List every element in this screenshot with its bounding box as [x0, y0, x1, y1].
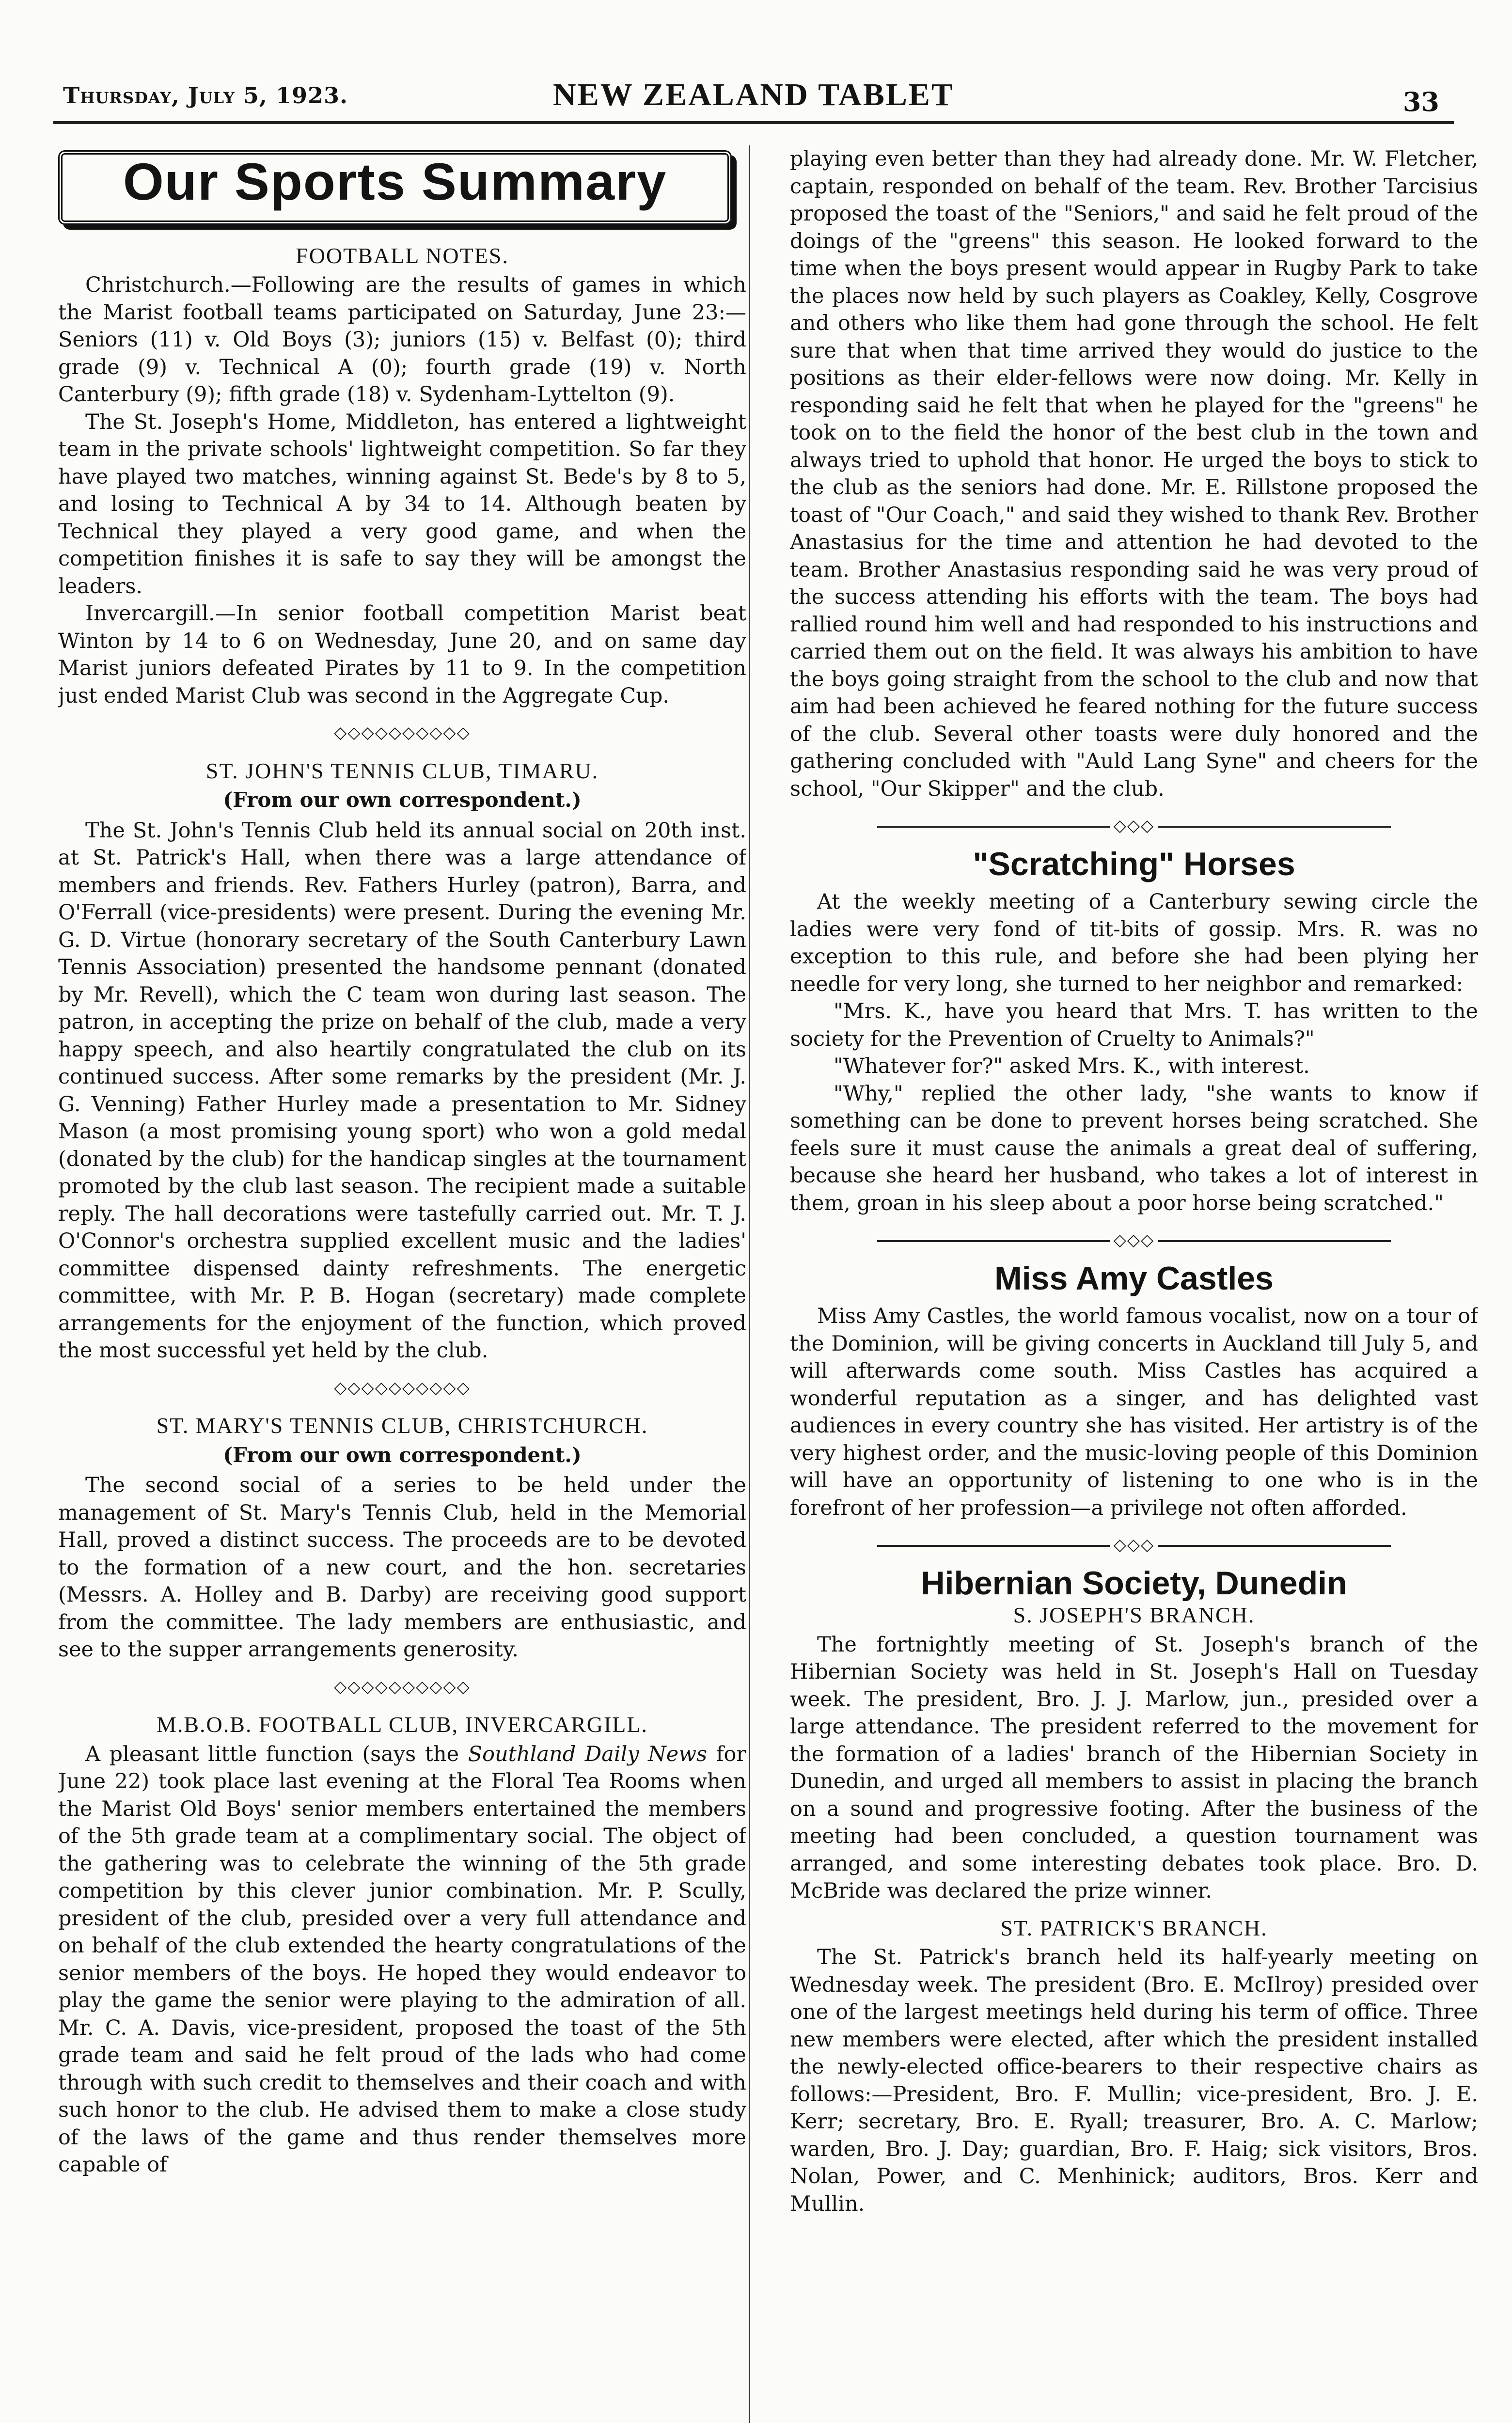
issue-date: Thursday, July 5, 1923.: [63, 82, 348, 109]
divider-glyph: ◇◇◇: [1113, 816, 1155, 835]
left-column: [58, 145, 746, 2423]
article-paragraph: "Whatever for?" asked Mrs. K., with interest.: [834, 1054, 1310, 1078]
ornament-divider: ◇◇◇◇◇◇◇◇◇◇: [334, 723, 471, 742]
article-paragraph: "Why," replied the other lady, "she wants to know if something can be done to prevent horses being scratched. She feels sure it must cause the animals a great deal of suffering, because she heard her husband, who takes a lot of interest in them, groan in his sleep about a poor horse being scratched.": [790, 1081, 1478, 1215]
correspondent-note: (From our own correspondent.): [223, 788, 582, 812]
article-paragraph: The fortnightly meeting of St. Joseph's branch of the Hibernian Society was held in St. Joseph's Hall on Tuesday week. The president, Bro. J. J. Marlow, jun., presided over a large attendance. The president referred to the movement for the formation of a ladies' branch of the Hibernian Society in Dunedin, and urged all members to assist in placing the branch on a sound and progressive footing. After the business of the meeting had been concluded, a question tournament was arranged, and some interesting debates took place. Bro. D. McBride was declared the prize winner.: [790, 1632, 1478, 1903]
ornament-divider: ◇◇◇◇◇◇◇◇◇◇: [334, 1677, 471, 1697]
divider-rule: [1158, 826, 1391, 828]
ornament-divider: [790, 1227, 1478, 1254]
article-paragraph: Invercargill.—In senior football competition Marist beat Winton by 14 to 6 on Wednesday, June 20, and on same day Marist juniors defeated Pirates by 11 to 9. In the competition just ended Marist Club was second in the Aggregate Cup.: [58, 601, 746, 708]
article-continuation: playing even better than they had already done. Mr. W. Fletcher, captain, responded on behalf of the team. Rev. Brother Tarcisius proposed the toast of the "Seniors," and said he felt proud of the doings of the "greens" this season. He looked forward to the time when the boys present would appear in Rugby Park to take the places now held by such players as Coakley, Kelly, Cosgrove and others who like them had gone through the school. He felt sure that when that time arrived they would do justice to the positions as their elder-fellows were now doing. Mr. Kelly in responding said he felt that when he played for the "greens" he took on to the field the honor of the best club in the town and always tried to uphold that honor. He urged the boys to stick to the club as the seniors had done. Mr. E. Rillstone proposed the toast of "Our Coach," and said they wished to thank Rev. Brother Anastasius for the time and attention he had devoted to the team. Brother Anastasius responding said he was very proud of the success attending his efforts with the team. The boys had rallied round him well and had responded to his instructions and carried them out on the field. It was always his ambition to have the boys going straight from the school to the club and now that aim had been achieved he feared nothing for the future success of the club. Several other toasts were duly honored and the gathering concluded with "Auld Lang Syne" and cheers for the school, "Our Skipper" and the club.: [790, 147, 1478, 801]
divider-rule: [877, 1240, 1110, 1242]
article-paragraph: Miss Amy Castles, the world famous vocalist, now on a tour of the Dominion, will be giving concerts in Auckland till July 5, and will afterwards come south. Miss Castles has acquired a wonderful reputation as a singer, and has delighted vast audiences in every country she has visited. Her artistry is of the very highest order, and the music-loving people of this Dominion will have an opportunity of listening to one who is in the forefront of her profession—a privilege not often afforded.: [790, 1304, 1478, 1520]
text-run: A pleasant little function (says the: [85, 1742, 468, 1766]
divider-glyph: ◇◇◇: [1113, 1535, 1155, 1555]
article-paragraph: The St. Joseph's Home, Middleton, has entered a lightweight team in the private schools' lightweight competition. So far they have played two matches, winning against St. Bede's by 8 to 5, and losing to Technical A by 34 to 14. Although beaten by Technical they played a very good game, and when the competition finishes it is safe to say they will be amongst the leaders.: [58, 409, 746, 598]
article-paragraph: Christchurch.—Following are the results of games in which the Marist football teams participated on Saturday, June 23:—Seniors (11) v. Old Boys (3); juniors (15) v. Belfast (0); third grade (9) v. Technical A (0); fourth grade (19) v. North Canterbury (9); fifth grade (18) v. Sydenham-Lyttelton (9).: [58, 273, 746, 407]
ornament-divider: [790, 1531, 1478, 1559]
ornament-divider: ◇◇◇◇◇◇◇◇◇◇: [334, 1378, 471, 1398]
mbob-football-heading: M.B.O.B. FOOTBALL CLUB, INVERCARGILL.: [156, 1712, 648, 1737]
divider-rule: [1158, 1240, 1391, 1242]
st-johns-tennis-heading: ST. JOHN'S TENNIS CLUB, TIMARU.: [205, 758, 599, 783]
publication-title: NEW ZEALAND TABLET: [553, 77, 954, 112]
divider-rule: [1158, 1545, 1391, 1547]
article-paragraph: At the weekly meeting of a Canterbury sewing circle the ladies were very fond of tit-bits of gossip. Mrs. R. was no exception to this rule, and before she had been plying her needle for very long, she turned to her neighbor and remarked:: [790, 890, 1478, 996]
page-header: [53, 73, 1454, 124]
section-title-box: [58, 150, 732, 225]
amy-castles-heading: Miss Amy Castles: [994, 1259, 1274, 1297]
hibernian-heading: Hibernian Society, Dunedin: [921, 1564, 1347, 1602]
football-notes-heading: FOOTBALL NOTES.: [296, 243, 509, 268]
st-joseph-branch-heading: S. JOSEPH'S BRANCH.: [1013, 1603, 1255, 1627]
column-divider: [749, 145, 750, 2423]
text-run: for June 22) took place last evening at the Floral Tea Rooms when the Marist Old Boys' senior members entertained the members of the 5th grade team at a complimentary social. The object of the gathering was to celebrate the winning of the 5th grade competition by this clever junior combination. Mr. P. Scully, president of the club, presided over a very full attendance and on behalf of the club extended the hearty congratulations of the senior members of the boys. He hoped they would endeavor to play the game the senior were playing to the admiration of all. Mr. C. A. Davis, vice-president, proposed the toast of the 5th grade team and said he felt proud of the lads who had come through with such credit to themselves and their coach and with such honor to the club. He advised them to make a close study of the laws of the game and thus render themselves more capable of: [58, 1742, 746, 2177]
page-number: 33: [1402, 86, 1439, 117]
article-paragraph: The St. John's Tennis Club held its annual social on 20th inst. at St. Patrick's Hall, when there was a large attendance of members and friends. Rev. Fathers Hurley (patron), Barra, and O'Ferrall (vice-presidents) were present. During the evening Mr. G. D. Virtue (honorary secretary of the South Canterbury Lawn Tennis Association) presented the handsome pennant (donated by Mr. Revell), which the C team won during last season. The patron, in accepting the prize on behalf of the club, made a very happy speech, and also heartily congratulated the club on its continued success. After some remarks by the president (Mr. J. G. Venning) Father Hurley made a presentation to Mr. Sidney Mason (a most promising young sport) who won a gold medal (donated by the club) for the handicap singles at the tournament promoted by the club last season. The recipient made a suitable reply. The hall decorations were tastefully carried out. Mr. T. J. O'Connor's orchestra supplied excellent music and the ladies' committee dispensed dainty refreshments. The energetic committee, with Mr. P. B. Hogan (secretary) made complete arrangements for the enjoyment of the function, which proved the most successful yet held by the club.: [58, 818, 746, 1363]
article-paragraph: [58, 1741, 746, 2179]
divider-rule: [877, 1545, 1110, 1547]
scratching-horses-heading: "Scratching" Horses: [973, 845, 1295, 882]
section-title: Our Sports Summary: [123, 152, 667, 211]
divider-rule: [877, 826, 1110, 828]
right-column: [790, 145, 1478, 2423]
article-paragraph: The second social of a series to be held under the management of St. Mary's Tennis Club, held in the Memorial Hall, proved a distinct success. The proceeds are to be devoted to the formation of a new court, and the hon. secretaries (Messrs. A. Holley and B. Darby) are receiving good support from the committee. The lady members are enthusiastic, and see to the supper arrangements generosity.: [58, 1473, 746, 1662]
newspaper-name: Southland Daily News: [468, 1742, 708, 1766]
correspondent-note: (From our own correspondent.): [223, 1443, 582, 1467]
st-marys-tennis-heading: ST. MARY'S TENNIS CLUB, CHRISTCHURCH.: [156, 1413, 648, 1438]
ornament-divider: [790, 812, 1478, 840]
divider-glyph: ◇◇◇: [1113, 1230, 1155, 1250]
st-patrick-branch-heading: ST. PATRICK'S BRANCH.: [1000, 1915, 1268, 1940]
article-paragraph: "Mrs. K., have you heard that Mrs. T. has written to the society for the Prevention of Cruelty to Animals?": [790, 999, 1478, 1051]
article-paragraph: The St. Patrick's branch held its half-yearly meeting on Wednesday week. The president (Bro. E. McIlroy) presided over one of the largest meetings held during his term of office. Three new members were elected, after which the president installed the newly-elected office-bearers to their respective chairs as follows:—President, Bro. F. Mullin; vice-president, Bro. J. E. Kerr; secretary, Bro. E. Ryall; treasurer, Bro. A. C. Marlow; warden, Bro. J. Day; guardian, Bro. F. Haig; sick visitors, Bros. Nolan, Power, and C. Menhinick; auditors, Bros. Kerr and Mullin.: [790, 1945, 1478, 2216]
